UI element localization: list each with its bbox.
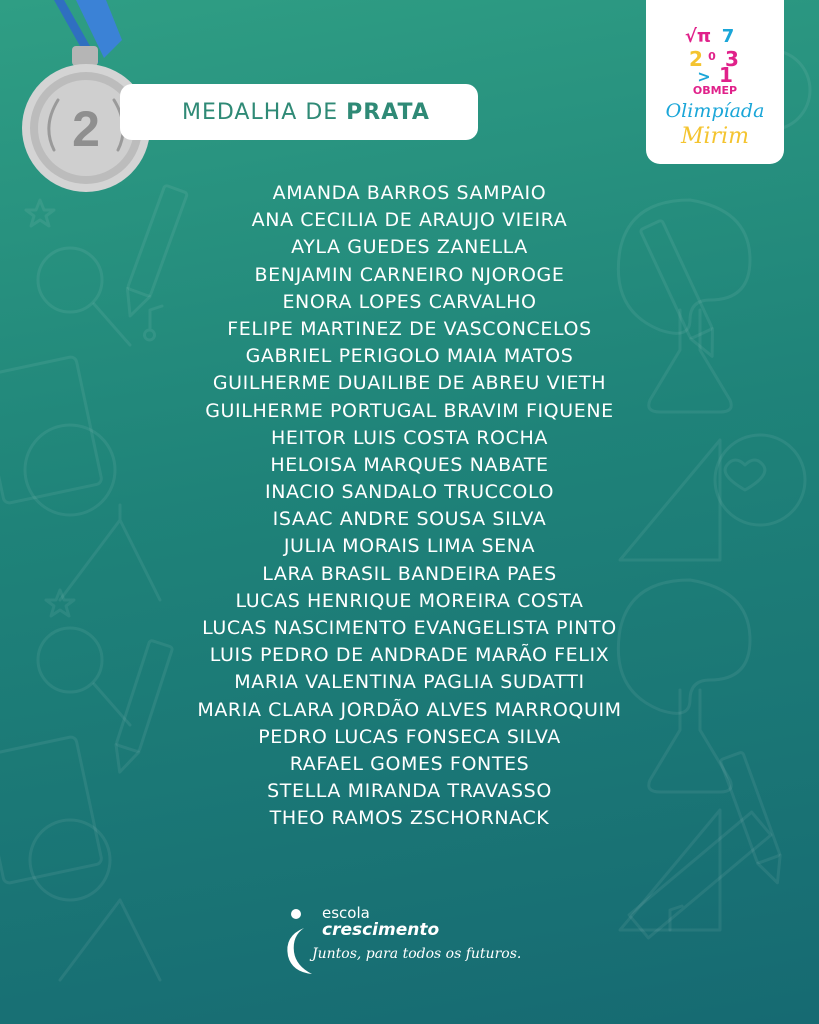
winner-name: THEO RAMOS ZSCHORNACK: [269, 807, 550, 830]
winner-name: BENJAMIN CARNEIRO NJOROGE: [254, 263, 565, 286]
obmep-label: OBMEP: [692, 84, 738, 97]
svg-text:>: >: [697, 67, 711, 84]
winner-name: JULIA MORAIS LIMA SENA: [283, 535, 536, 558]
winner-name: RAFAEL GOMES FONTES: [289, 752, 530, 775]
medal-number: 2: [72, 101, 100, 157]
svg-text:1: 1: [719, 63, 733, 84]
school-name-line2: crescimento: [322, 920, 440, 940]
winner-name: HELOISA MARQUES NABATE: [270, 453, 549, 476]
winner-name: ISAAC ANDRE SOUSA SILVA: [272, 508, 547, 531]
svg-text:3: 3: [725, 47, 739, 71]
olimpiada-label: Olimpíada: [665, 100, 765, 122]
winner-name: LUIS PEDRO DE ANDRADE MARÃO FELIX: [209, 644, 610, 667]
award-title-regular: MEDALHA DE: [182, 99, 339, 125]
winner-name: ENORA LOPES CARVALHO: [282, 290, 537, 313]
award-title-bold: PRATA: [346, 99, 430, 125]
winner-name: LUCAS NASCIMENTO EVANGELISTA PINTO: [202, 617, 617, 639]
school-name-line1: escola: [322, 904, 370, 922]
svg-text:√π: √π: [684, 26, 712, 47]
winner-name: FELIPE MARTINEZ DE VASCONCELOS: [227, 317, 592, 340]
winner-name: GUILHERME DUAILIBE DE ABREU VIETH: [212, 372, 607, 395]
winners-list: [0, 180, 819, 833]
school-tagline: Juntos, para todos os futuros.: [312, 946, 522, 962]
winner-name: AYLA GUEDES ZANELLA: [291, 236, 528, 259]
winner-name: STELLA MIRANDA TRAVASSO: [267, 780, 552, 803]
winner-name: MARIA VALENTINA PAGLIA SUDATTI: [234, 671, 585, 694]
svg-text:7: 7: [721, 26, 735, 47]
school-logo: [282, 900, 542, 980]
award-title: [120, 84, 478, 140]
winner-name: LUCAS HENRIQUE MOREIRA COSTA: [235, 589, 584, 612]
winner-name: GABRIEL PERIGOLO MAIA MATOS: [245, 345, 574, 368]
svg-text:0: 0: [708, 50, 716, 63]
winner-name: GUILHERME PORTUGAL BRAVIM FIQUENE: [205, 399, 614, 422]
school-mark-icon: [282, 906, 316, 976]
mirim-label: Mirim: [681, 124, 749, 149]
winner-name: ANA CECILIA DE ARAUJO VIEIRA: [251, 209, 568, 232]
svg-text:2: 2: [689, 47, 703, 71]
winner-name: AMANDA BARROS SAMPAIO: [272, 182, 547, 204]
winner-name: MARIA CLARA JORDÃO ALVES MARROQUIM: [197, 698, 622, 721]
math-symbols-icon: [646, 0, 784, 84]
winner-name: HEITOR LUIS COSTA ROCHA: [271, 426, 548, 449]
obmep-logo: [646, 0, 784, 164]
winner-name: PEDRO LUCAS FONSECA SILVA: [258, 725, 561, 748]
winner-name: INACIO SANDALO TRUCCOLO: [264, 481, 555, 504]
winner-name: LARA BRASIL BANDEIRA PAES: [262, 562, 557, 585]
